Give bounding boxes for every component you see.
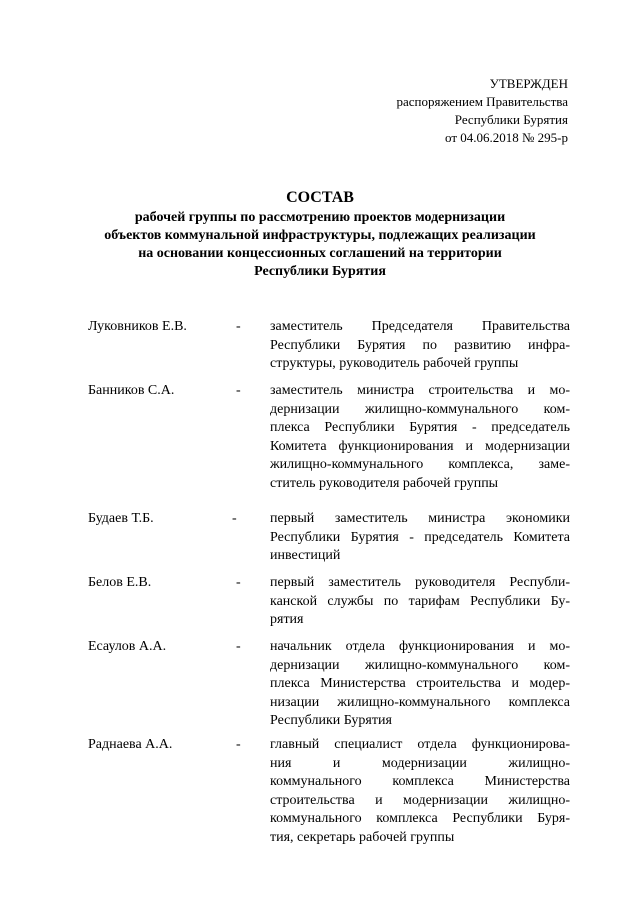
- role-line: первый заместитель министра экономики: [270, 511, 570, 526]
- role-line: канской службы по тарифам Республики Бу-: [270, 593, 570, 609]
- member-dash: -: [236, 319, 241, 334]
- role-line: структуры, руководитель рабочей группы: [270, 356, 519, 371]
- member-role: [270, 382, 570, 493]
- approval-stamp: [396, 75, 568, 147]
- role-line: плекса Республики Бурятия - председатель: [270, 420, 570, 435]
- approval-status: УТВЕРЖДЕН: [489, 76, 568, 91]
- role-line: коммунального комплекса Министерства: [270, 774, 570, 789]
- member-name: Будаев Т.Б.: [88, 511, 154, 526]
- approval-region: Республики Бурятия: [454, 112, 568, 127]
- member-role: [270, 736, 570, 847]
- role-line: Республики Бурятия - председатель Комитета: [270, 529, 570, 545]
- role-line: жилищно-коммунального комплекса, заме-: [270, 457, 570, 472]
- role-line: главный специалист отдела функционирова-: [270, 737, 570, 752]
- document-title: [90, 188, 550, 281]
- member-name: Белов Е.В.: [88, 575, 152, 590]
- title-subtitle-line: рабочей группы по рассмотрению проектов модернизации: [134, 210, 506, 225]
- approval-by: распоряжением Правительства: [396, 94, 568, 109]
- title-subtitle-line: на основании концессионных соглашений на территории: [138, 246, 502, 261]
- role-line: Комитета функционирования и модернизации: [270, 438, 570, 454]
- role-line: коммунального комплекса Республики Буря-: [270, 811, 570, 826]
- role-line: тия, секретарь рабочей группы: [270, 829, 455, 845]
- role-line: низации жилищно-коммунального комплекса: [270, 694, 570, 710]
- member-role: [270, 574, 570, 630]
- title-main: СОСТАВ: [286, 189, 354, 206]
- member-dash: -: [236, 737, 241, 752]
- member-role: [270, 638, 570, 731]
- role-line: первый заместитель руководителя Республи-: [270, 575, 570, 590]
- member-dash: -: [236, 639, 241, 654]
- role-line: ния и модернизации жилищно-: [270, 755, 570, 771]
- role-line: рятия: [270, 612, 304, 627]
- role-line: дернизации жилищно-коммунального ком-: [270, 657, 570, 673]
- role-line: инвестиций: [270, 548, 341, 563]
- member-dash: -: [236, 383, 241, 398]
- role-line: заместитель Председателя Правительства: [270, 319, 570, 334]
- role-line: ститель руководителя рабочей группы: [270, 475, 499, 491]
- member-name: Луковников Е.В.: [88, 319, 187, 334]
- title-subtitle-line: Республики Бурятия: [254, 264, 386, 279]
- role-line: дернизации жилищно-коммунального ком-: [270, 401, 570, 417]
- approval-date-number: от 04.06.2018 № 295-р: [445, 130, 568, 145]
- role-line: строительства и модернизации жилищно-: [270, 792, 570, 808]
- title-subtitle-line: объектов коммунальной инфраструктуры, подлежащих реализации: [104, 228, 536, 243]
- role-line: начальник отдела функционирования и мо-: [270, 639, 570, 654]
- member-dash: -: [232, 511, 237, 526]
- role-line: плекса Министерства строительства и модер-: [270, 676, 570, 691]
- member-name: Есаулов А.А.: [88, 639, 167, 654]
- member-role: [270, 318, 570, 374]
- role-line: Республики Бурятия: [270, 713, 392, 728]
- member-name: Раднаева А.А.: [88, 737, 173, 752]
- member-dash: -: [236, 575, 241, 590]
- role-line: заместитель министра строительства и мо-: [270, 383, 570, 398]
- member-role: [270, 510, 570, 566]
- role-line: Республики Бурятия по развитию инфра-: [270, 337, 570, 353]
- member-name: Банников С.А.: [88, 383, 175, 398]
